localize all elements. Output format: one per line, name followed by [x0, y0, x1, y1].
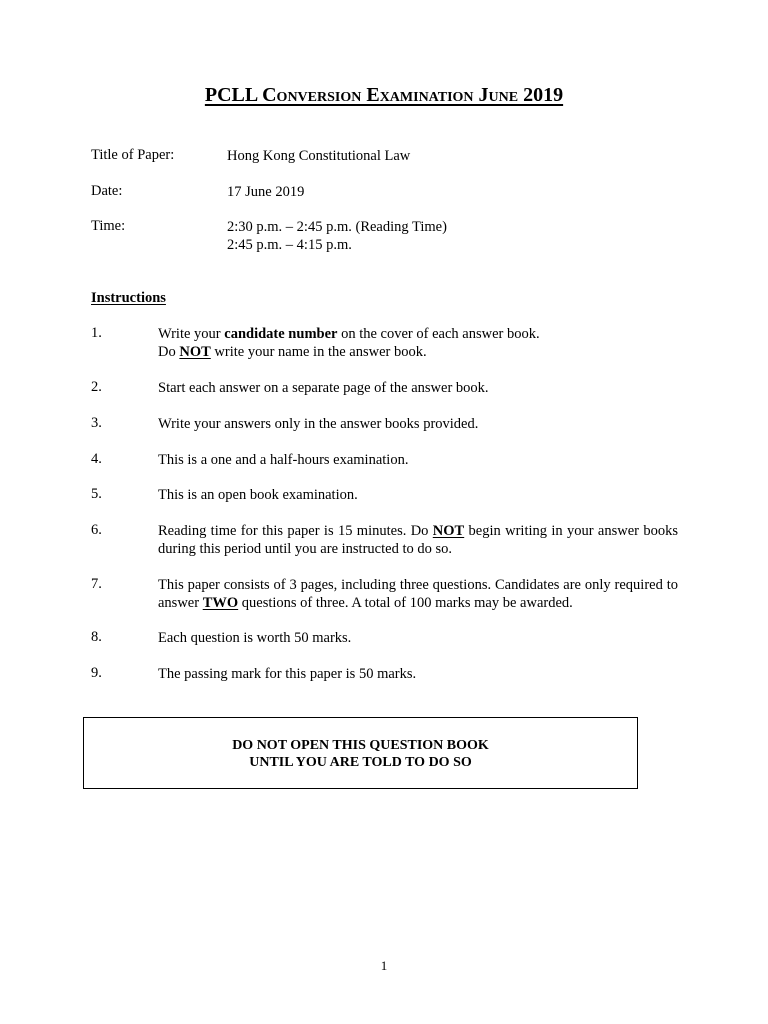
item-text-part: questions of three. A total of 100 marks may be awarded. — [238, 595, 573, 611]
instruction-item-9 — [91, 665, 678, 683]
item-text: The passing mark for this paper is 50 marks. — [158, 666, 417, 682]
item-text: This is an open book examination. — [158, 487, 358, 503]
item-text: This is a one and a half-hours examination. — [158, 452, 409, 468]
item-number: 7. — [91, 576, 102, 592]
item-text-part: Write your — [158, 326, 225, 342]
item-text-bold-underline: NOT — [432, 523, 465, 539]
meta-row-paper — [91, 147, 691, 165]
page-title: PCLL Conversion Examination June 2019 — [204, 84, 564, 106]
item-text-bold-underline: TWO — [202, 595, 239, 611]
item-number: 8. — [91, 629, 102, 645]
page-number: 1 — [380, 958, 388, 973]
time-label: Time: — [91, 218, 126, 234]
instruction-item-4 — [91, 451, 678, 469]
item-text-part: Do — [158, 344, 180, 360]
instruction-item-1 — [91, 325, 678, 361]
item-text — [158, 522, 678, 558]
instruction-item-8 — [91, 629, 678, 647]
item-text-part: This paper consists of 3 pages, including three questions. Candidates are only required to answer — [158, 577, 678, 611]
item-number: 5. — [91, 486, 102, 502]
notice-line-2: UNTIL YOU ARE TOLD TO DO SO — [249, 755, 472, 770]
item-text-part: begin writing in your answer books during this period until you are instructed to do so. — [158, 523, 678, 557]
item-text — [158, 325, 678, 361]
date-label: Date: — [91, 183, 123, 199]
time-value — [227, 218, 447, 254]
date-value: 17 June 2019 — [227, 184, 305, 200]
meta-row-time — [91, 218, 691, 254]
item-text: Write your answers only in the answer books provided. — [158, 416, 479, 432]
item-number: 2. — [91, 379, 102, 395]
item-text: Each question is worth 50 marks. — [158, 630, 352, 646]
instruction-item-3 — [91, 415, 678, 433]
item-text-bold-underline: NOT — [179, 344, 211, 360]
time-value-reading: 2:30 p.m. – 2:45 p.m. (Reading Time) — [227, 219, 447, 235]
item-number: 6. — [91, 522, 102, 538]
item-number: 1. — [91, 325, 102, 341]
meta-row-date — [91, 183, 691, 201]
instructions-heading: Instructions — [91, 290, 166, 306]
instruction-item-2 — [91, 379, 678, 397]
item-number: 3. — [91, 415, 102, 431]
item-text-part: on the cover of each answer book. — [337, 326, 540, 342]
item-text-part: Reading time for this paper is 15 minutes. Do — [158, 523, 433, 539]
do-not-open-notice — [83, 717, 638, 789]
paper-value: Hong Kong Constitutional Law — [227, 148, 411, 164]
paper-label: Title of Paper: — [91, 147, 175, 163]
instruction-item-5 — [91, 486, 678, 504]
notice-line-1: DO NOT OPEN THIS QUESTION BOOK — [232, 738, 489, 753]
item-number: 4. — [91, 451, 102, 467]
item-text: Start each answer on a separate page of the answer book. — [158, 380, 489, 396]
item-text — [158, 576, 678, 612]
item-text-bold: candidate number — [224, 326, 338, 342]
item-number: 9. — [91, 665, 102, 681]
instruction-item-7 — [91, 576, 678, 612]
time-value-exam: 2:45 p.m. – 4:15 p.m. — [227, 237, 352, 253]
item-text-part: write your name in the answer book. — [210, 344, 427, 360]
instruction-item-6 — [91, 522, 678, 558]
